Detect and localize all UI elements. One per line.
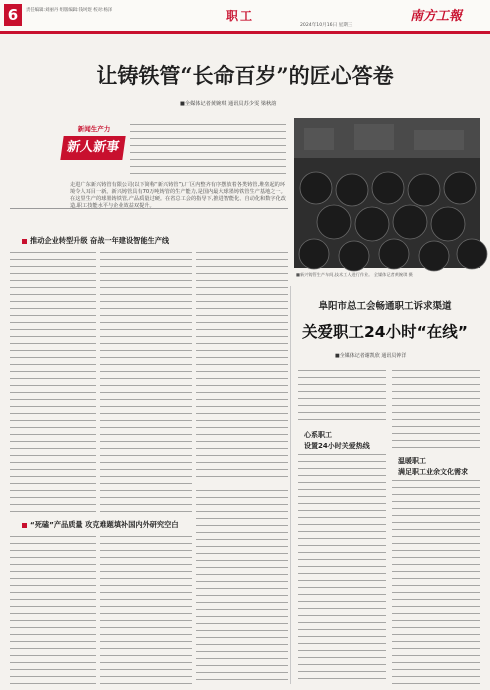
lead-paragraph-lines: [130, 124, 286, 176]
left-column-5-lines: [100, 536, 192, 684]
left-column-2-lines: [100, 252, 192, 518]
subhead-quality: [22, 520, 179, 530]
left-column-6-lines: [196, 490, 288, 684]
story2-title: 关爱职工24小时“在线”: [302, 323, 468, 341]
left-column-3-lines: [196, 252, 288, 480]
column-tag: [62, 124, 126, 164]
subhead-warmth-1: 温暖职工: [398, 457, 426, 465]
subhead-care-1: 心系职工: [304, 431, 332, 439]
right-column-1b-lines: [298, 454, 386, 684]
bullet-icon: [22, 239, 27, 244]
main-headline: 让铸铁管“长命百岁”的匠心答卷: [96, 63, 394, 88]
issue-date: 2024年10月16日 星期三: [300, 23, 353, 28]
masthead-logo: 南方工報: [410, 9, 463, 24]
story2-kicker: 阜阳市总工会畅通职工诉求渠道: [318, 301, 452, 312]
right-column-2a-lines: [392, 370, 480, 452]
main-byline: ■全媒体记者黄婉琪 通讯员苏少雯 梁秋韵: [180, 101, 277, 107]
intro-paragraph: 走进广东新兴铸管有限公司(以下简称“新兴铸管”),厂区内整齐有序摆放着各类铸管,堆垒起的环境令人耳目一新。新兴铸管具有70万吨铸管的生产能力,是国内最大球墨铸铁管生产基地之一。在这里生产的球墨铸铁管,产品质量过硬。在省总工会的指导下,推进智能化、自动化和数字化改造,职工技能水平与企业效益双提升。: [70, 182, 286, 209]
column-tag-main: 新人新事: [60, 136, 125, 160]
subhead-warmth-2: 满足职工业余文化需求: [398, 468, 468, 476]
factory-photo: [294, 118, 480, 268]
photo-caption: ■新兴铸管生产车间,技术工人进行作业。 全媒体记者黄婉琪 摄: [296, 272, 413, 277]
pipe-workshop-image: [294, 118, 480, 268]
subhead-quality-text: “死磕”产品质量 攻克难题填补国内外研究空白: [30, 520, 179, 529]
column-divider: [290, 286, 291, 684]
page-header: [0, 0, 490, 34]
section-name: 职工: [226, 9, 255, 23]
subhead-care-2: 设置24小时关爱热线: [304, 442, 370, 450]
bullet-icon: [22, 523, 27, 528]
divider-line: [10, 208, 288, 209]
right-column-1a-lines: [298, 370, 386, 426]
story2-byline: ■全媒体记者谢凯欣 通讯员钟洋: [335, 353, 407, 359]
subhead-smart-line: [22, 236, 169, 246]
column-tag-top: 新闻生产力: [77, 125, 111, 133]
page-number: 6: [4, 4, 22, 26]
left-column-1-lines: [10, 252, 96, 518]
editor-credits: 责任编辑:刘丽丹 组版编辑:钱坷煜 校对:杨泽: [26, 8, 113, 13]
right-column-2b-lines: [392, 480, 480, 684]
left-column-4-lines: [10, 536, 96, 684]
subhead-smart-line-text: 推动企业转型升级 奋战一年建设智能生产线: [30, 236, 170, 245]
